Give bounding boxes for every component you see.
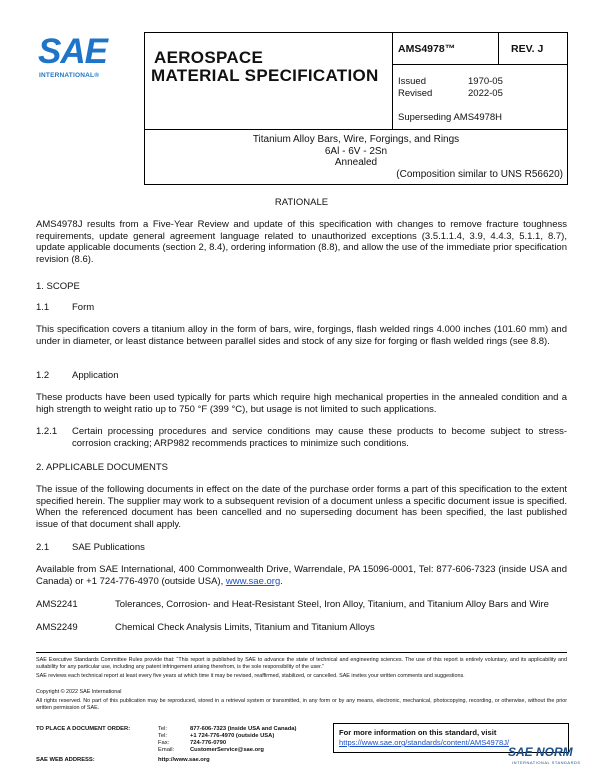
subject-line: 6Al - 6V - 2Sn: [324, 145, 388, 157]
subject-line: Annealed: [334, 157, 378, 168]
footer-rights-reserved: All rights reserved. No part of this publication may be reproduced, stored in a retrieval system or transmitted, in any form or by any means, electronic, mechanical, photocopying, recording, or otherwise, without the prior written permission of SAE.: [36, 698, 567, 711]
superseding-note: Superseding AMS4978H: [398, 112, 503, 123]
logo-subtext: INTERNATIONAL®: [39, 72, 100, 79]
subsection-heading-form: 1.1 Form: [36, 302, 95, 313]
rationale-heading: RATIONALE: [274, 197, 329, 208]
applicable-documents-text: The issue of the following documents in effect on the date of the purchase order forms a part of this specification to the extent specified herein. The supplier may work to a subsequent revision of a document unless a specific document issue is specified. When the referenced document has been cancelled and no superseding document has been specified, the last published issue of that document shall apply.: [36, 484, 567, 530]
reference-title: Chemical Check Analysis Limits, Titanium and Titanium Alloys: [115, 622, 375, 633]
subject-box: [144, 129, 568, 185]
subsection-heading-sae-publications: 2.1 SAE Publications: [36, 542, 145, 553]
reference-title: Tolerances, Corrosion- and Heat-Resistant Steel, Iron Alloy, Titanium, and Titanium Alloy Bars and Wire: [115, 599, 549, 610]
application-text: These products have been used typically for parts which require high mechanical properties in the annealed condition and a high strength to weight ratio up to 750 °F (399 °C), but usage is not limited to such applications.: [36, 392, 567, 415]
reference-code: AMS2249: [36, 622, 78, 633]
section-heading-scope: 1. SCOPE: [36, 281, 80, 292]
web-address-row: SAE WEB ADDRESS: http://www.sae.org: [36, 757, 210, 763]
sae-logo: [34, 32, 124, 86]
sae-website-link[interactable]: www.sae.org: [225, 575, 281, 587]
footer-committee-rules: SAE Executive Standards Committee Rules provide that: “This report is published by SAE to advance the state of technical and engineering sciences. The use of this report is entirely voluntary, and its applicability and suitability for any particular use, including any patent infringement arising therefrom, is the sole responsibility of the user.”: [36, 657, 567, 670]
header-divider: [392, 33, 393, 130]
watermark-logo: SAE NORM INTERNATIONAL STANDARDS: [508, 745, 581, 765]
composition-note: (Composition similar to UNS R56620): [396, 168, 563, 180]
logo-wordmark: SAE: [38, 32, 107, 71]
reference-row: [36, 622, 375, 633]
footer-copyright: Copyright © 2022 SAE International: [36, 689, 122, 695]
rationale-text: AMS4978J results from a Five-Year Review and update of this specification with changes to remove fracture toughness requirements, update general agreement language related to unauthorized exceptions (3.5.1.1.4, 3.9, 4.4.3, 5.1.1, 8.7), update applicable documents (section 2, 8.4), ordering information (8.8), and allow the use of the immediate prior specification revision (8.6).: [36, 219, 567, 265]
revision-label: REV. J: [511, 43, 544, 55]
form-text: This specification covers a titanium alloy in the form of bars, wire, forgings, flash welded rings 4.000 inches (101.60 mm) and under in diameter, or least distance between parallel sides and stock of any size for forging or flash welded rings (see 8.8).: [36, 324, 567, 347]
header-divider: [498, 33, 499, 64]
document-number: AMS4978™: [398, 43, 456, 55]
subsection-1-2-1: 1.2.1 Certain processing procedures and service conditions may cause these products to become subject to stress-corrosion cracking; ARP982 recommends practices to minimize such conditions.: [36, 426, 567, 449]
reference-code: AMS2241: [36, 599, 78, 610]
header-box: [144, 32, 568, 130]
issued-date: 1970-05: [468, 76, 503, 87]
footer-divider: [36, 652, 567, 653]
reference-row: [36, 599, 549, 610]
issue-dates: Issued 1970-05 Revised 2022-05: [398, 76, 503, 99]
sae-publications-text: Available from SAE International, 400 Commonwealth Drive, Warrendale, PA 15096-0001, Tel: 877-606-7323 (inside USA and Canada) or +1 724-776-4970 (outside USA), www.sae.org.: [36, 564, 567, 587]
section-heading-applicable-documents: 2. APPLICABLE DOCUMENTS: [36, 462, 168, 473]
document-type-title: AEROSPACE MATERIAL SPECIFICATION: [151, 48, 379, 85]
subject-line: Titanium Alloy Bars, Wire, Forgings, and Rings: [252, 134, 460, 145]
more-info-title: For more information on this standard, visit: [339, 728, 497, 737]
subsection-heading-application: 1.2 Application: [36, 370, 119, 381]
standard-url-link[interactable]: https://www.sae.org/standards/content/AMS4978J/: [339, 738, 510, 747]
web-address: http://www.sae.org: [158, 757, 210, 763]
order-contact-table: TO PLACE A DOCUMENT ORDER: Tel: 877-606-7323 (inside USA and Canada) Tel: +1 724-776-4970 (outside USA) Fax: 724-776-0790 Email: CustomerService@sae.org: [36, 726, 297, 754]
customer-service-email: CustomerService@sae.org: [190, 747, 264, 754]
header-divider: [392, 64, 568, 65]
revised-date: 2022-05: [468, 87, 503, 99]
footer-review-note: SAE reviews each technical report at least every five years at which time it may be revised, reaffirmed, stabilized, or cancelled. SAE invites your written comments and suggestions.: [36, 673, 465, 679]
